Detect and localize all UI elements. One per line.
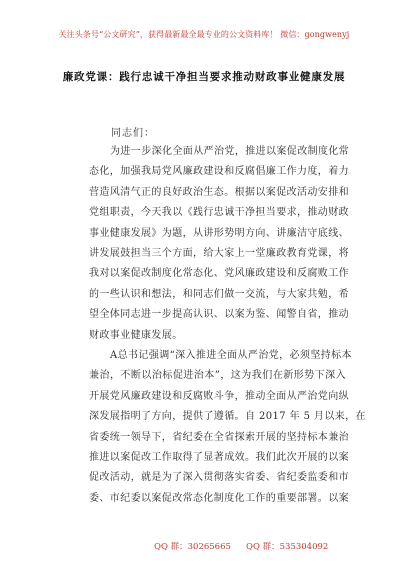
salutation: 同志们： xyxy=(111,128,155,139)
footer-qq-group-1: QQ 群：30265665 xyxy=(154,542,231,552)
paragraph-line: 为进一步深化全面从严治党，推进以案促改制度化常 xyxy=(110,146,350,157)
paragraph-line: 促改活动，就是为了深入贯彻落实省委、省纪委监委和市 xyxy=(89,472,349,484)
header-banner: 关注头条号“公文研究”，获得最新最全最专业的公文资料库！ 微信：gongwenyj xyxy=(58,30,350,39)
paragraph-line: 省委统一领导下，省纪委在全省探索开展的坚持标本兼治 xyxy=(89,431,349,443)
paragraph-line: 推进以案促改工作取得了显著成效。我们此次开展的以案 xyxy=(89,451,349,463)
paragraph-line: 营造风清气正的良好政治生态。根据以案促改活动安排和 xyxy=(89,186,349,198)
paragraph-line: 党组职责，今天我以《践行忠诚干净担当要求，推动财政 xyxy=(89,207,349,219)
paragraph-line: 财政事业健康发展。 xyxy=(89,329,183,341)
paragraph-1 xyxy=(89,142,350,346)
paragraph-line: 望全体同志进一步提高认识、以案为鉴、闻警自省，推动 xyxy=(89,309,349,321)
paragraph-line: 的一些认识和想法，和同志们做一交流，与大家共勉，希 xyxy=(89,288,349,300)
paragraph-line: 深发展指明了方向，提供了遵循。自 2017 年 5 月以来，在 xyxy=(89,411,366,423)
footer-qq-group-2: QQ 群：535304092 xyxy=(246,542,329,552)
paragraph-line: 委、市纪委以案促改常态化制度化工作的重要部署。以案 xyxy=(89,492,349,504)
paragraph-line: 我对以案促改制度化常态化、党风廉政建设和反腐败工作 xyxy=(89,268,349,280)
paragraph-line: 态化，加强我局党风廉政建设和反腐倡廉工作力度，着力 xyxy=(89,166,349,178)
paragraph-line: 兼治，不断以治标促进治本”，这为我们在新形势下深入 xyxy=(89,370,346,382)
paragraph-line: 开展党风廉政建设和反腐败斗争，推动全面从严治党向纵 xyxy=(89,390,349,402)
paragraph-line: 讲发展鼓担当三个方面，给大家上一堂廉政教育党课，将 xyxy=(89,247,349,259)
paragraph-line: A总书记强调“深入推进全面从严治党，必须坚持标本 xyxy=(110,350,352,361)
document-title: 廉政党课：践行忠诚干净担当要求推动财政事业健康发展 xyxy=(62,71,346,83)
paragraph-2 xyxy=(89,346,366,509)
paragraph-line: 事业健康发展》为题，从讲形势明方向、讲廉洁守底线、 xyxy=(89,227,349,239)
